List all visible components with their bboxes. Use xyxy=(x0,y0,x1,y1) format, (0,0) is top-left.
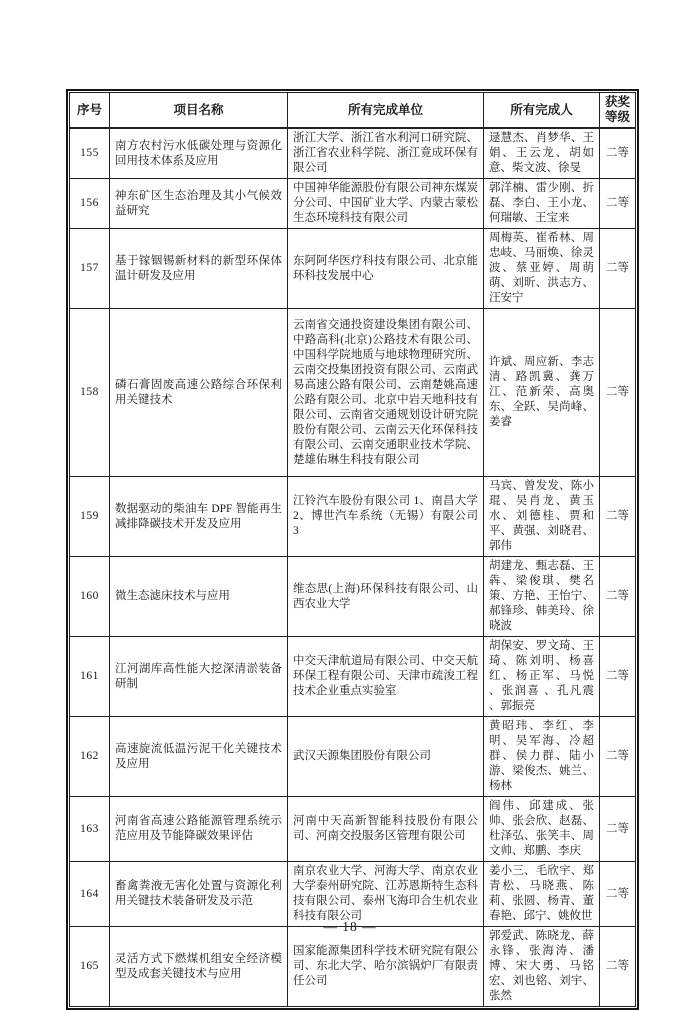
cell-award-grade: 二等 xyxy=(600,309,636,477)
cell-award-grade: 二等 xyxy=(600,128,636,179)
cell-project-name: 数据驱动的柴油车 DPF 智能再生减排降碳技术开发及应用 xyxy=(110,477,288,557)
awards-table-border xyxy=(66,89,639,1010)
table-row xyxy=(70,309,636,477)
table-row xyxy=(70,229,636,309)
cell-serial-number: 165 xyxy=(70,927,110,1007)
table-row xyxy=(70,128,636,179)
table-row xyxy=(70,557,636,637)
page-number: — 18 — xyxy=(323,919,377,934)
cell-completing-units: 国家能源集团科学技术研究院有限公司、东北大学、哈尔滨锅炉厂有限责任公司 xyxy=(288,927,484,1007)
cell-completing-units: 浙江大学、浙江省水利河口研究院、浙江省农业科学院、浙江竟成环保有限公司 xyxy=(288,128,484,179)
cell-completing-people: 阎伟、邱建成、张帅、张会欣、赵磊、杜泽弘、张笑丰、周文帅、郑鹏、李庆 xyxy=(484,797,600,862)
cell-serial-number: 163 xyxy=(70,797,110,862)
cell-completing-people: 胡保安、罗文琦、王琦、陈刘明、杨喜红、杨正军、马悦 、张润喜 、孔凡震 、郭振亮 xyxy=(484,637,600,717)
cell-serial-number: 159 xyxy=(70,477,110,557)
header-completing-people: 所有完成人 xyxy=(484,93,600,129)
cell-serial-number: 162 xyxy=(70,717,110,797)
cell-award-grade: 二等 xyxy=(600,557,636,637)
cell-project-name: 南方农村污水低碳处理与资源化回用技术体系及应用 xyxy=(110,128,288,179)
table-row xyxy=(70,637,636,717)
cell-project-name: 神东矿区生态治理及其小气候效益研究 xyxy=(110,179,288,229)
cell-project-name: 磷石膏固废高速公路综合环保利用关键技术 xyxy=(110,309,288,477)
cell-project-name: 微生态滤床技术与应用 xyxy=(110,557,288,637)
cell-project-name: 畜禽粪液无害化处置与资源化利用关键技术装备研发及示范 xyxy=(110,862,288,927)
cell-serial-number: 157 xyxy=(70,229,110,309)
cell-project-name: 基于镓铟锡新材料的新型环保体温计研发及应用 xyxy=(110,229,288,309)
cell-serial-number: 160 xyxy=(70,557,110,637)
cell-award-grade: 二等 xyxy=(600,179,636,229)
cell-project-name: 河南省高速公路能源管理系统示范应用及节能降碳效果评估 xyxy=(110,797,288,862)
cell-project-name: 高速旋流低温污泥干化关键技术及应用 xyxy=(110,717,288,797)
cell-completing-units: 云南省交通投资建设集团有限公司、中路高科(北京)公路技术有限公司、中国科学院地质与地球物理研究所、云南交投集团投资有限公司、云南武易高速公路有限公司、云南楚姚高速公路有限公司、北京中岩天地科技有限公司、云南省交通规划设计研究院股份有限公司、云南云天化环保科技有限公司、云南交通职业技术学院、楚雄佑琳生科技有限公司 xyxy=(288,309,484,477)
cell-completing-people: 姜小三、毛欣宇、郑青松、马晓燕、陈莉、张圆、杨青、董春艳、邱宁、姚攸世 xyxy=(484,862,600,927)
table-row xyxy=(70,477,636,557)
cell-serial-number: 155 xyxy=(70,128,110,179)
cell-completing-units: 武汉天源集团股份有限公司 xyxy=(288,717,484,797)
cell-completing-people: 黄昭玮、李红、李明、吴军海、冷超群、侯力群、陆小游、梁俊杰、姚兰、杨林 xyxy=(484,717,600,797)
cell-completing-units: 中国神华能源股份有限公司神东煤炭分公司、中国矿业大学、内蒙古蒙松生态环境科技有限公司 xyxy=(288,179,484,229)
cell-completing-units: 维态思(上海)环保科技有限公司、山西农业大学 xyxy=(288,557,484,637)
header-serial-number: 序号 xyxy=(70,93,110,129)
cell-completing-units: 中交天津航道局有限公司、中交天航环保工程有限公司、天津市疏浚工程技术企业重点实验室 xyxy=(288,637,484,717)
cell-completing-people: 许斌、周应新、李志清、路凯冀、龚万江、范新荣、高奥东、全跃、吴尚峰、姜睿 xyxy=(484,309,600,477)
cell-serial-number: 158 xyxy=(70,309,110,477)
cell-completing-people: 马宾、曾发发、陈小琨、吴肖龙、黄玉水、刘德桂、贾和平、黄强、刘晓君、郭伟 xyxy=(484,477,600,557)
table-row xyxy=(70,179,636,229)
cell-completing-units: 东阿阿华医疗科技有限公司、北京能环科技发展中心 xyxy=(288,229,484,309)
cell-award-grade: 二等 xyxy=(600,637,636,717)
cell-completing-people: 郭爱武、陈晓龙、薛永锋、张海涛、潘博、宋大勇、马铭宏、刘也铭、刘宇、张然 xyxy=(484,927,600,1007)
cell-serial-number: 161 xyxy=(70,637,110,717)
cell-serial-number: 156 xyxy=(70,179,110,229)
cell-project-name: 灵活方式下燃煤机组安全经济模型及成套关键技术与应用 xyxy=(110,927,288,1007)
table-header-row xyxy=(70,93,636,129)
cell-completing-units: 江铃汽车股份有限公司 1、南昌大学 2、博世汽车系统（无锡）有限公司 3 xyxy=(288,477,484,557)
cell-completing-people: 胡建龙、甄志磊、王犇、梁俊琪、樊名策、方艳、王怡宁、郝锋珍、韩美玲、徐晓波 xyxy=(484,557,600,637)
cell-completing-people: 郭洋楠、雷少刚、折磊、李白、王小龙、何瑞敏、王宝来 xyxy=(484,179,600,229)
cell-project-name: 江河湖库高性能大挖深清淤装备研制 xyxy=(110,637,288,717)
awards-table xyxy=(69,92,636,1007)
table-row xyxy=(70,717,636,797)
cell-award-grade: 二等 xyxy=(600,717,636,797)
cell-award-grade: 二等 xyxy=(600,862,636,927)
cell-award-grade: 二等 xyxy=(600,477,636,557)
cell-award-grade: 二等 xyxy=(600,229,636,309)
header-completing-units: 所有完成单位 xyxy=(288,93,484,129)
header-award-grade: 获奖等级 xyxy=(600,93,636,129)
cell-award-grade: 二等 xyxy=(600,927,636,1007)
cell-completing-people: 周梅英、崔希林、周忠岐、马丽焕、徐灵波、蔡亚婷、周萌萌、刘昕、洪志方、汪安宁 xyxy=(484,229,600,309)
cell-serial-number: 164 xyxy=(70,862,110,927)
cell-completing-units: 南京农业大学、河海大学、南京农业大学泰州研究院、江苏恩斯特生态科技有限公司、泰州飞海印合生机农业科技有限公司 xyxy=(288,862,484,927)
cell-completing-units: 河南中天高新智能科技股份有限公司、河南交投服务区管理有限公司 xyxy=(288,797,484,862)
table-row xyxy=(70,797,636,862)
cell-award-grade: 二等 xyxy=(600,797,636,862)
cell-completing-people: 逯慧杰、肖梦华、王娟、王云龙、胡如意、柴文波、徐旻 xyxy=(484,128,600,179)
table-row xyxy=(70,927,636,1007)
header-project-name: 项目名称 xyxy=(110,93,288,129)
table-row xyxy=(70,862,636,927)
